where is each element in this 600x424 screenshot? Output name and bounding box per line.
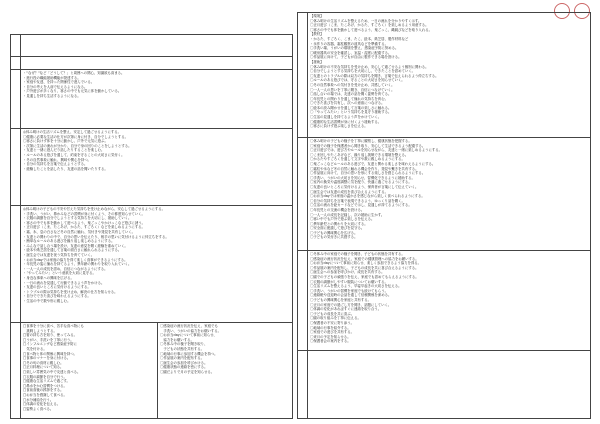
footer-divider: [157, 322, 158, 419]
divider: [297, 350, 591, 351]
children-state-text: ・"なぜ？"など「どうして？」と周囲への関心、知識欲も高まる。 ・進行役の職能援助機能が発達する。 ・家庭や友達、を持った関係性で遊んでいる。 ・自分の考えを人前で伝えるようになる。 ・戸外遊びが多くなり、寒さの中でも元気に体を動かしている。 ・見通しを持ち生活するようになる。: [23, 71, 125, 98]
divider: [297, 137, 591, 138]
divider: [10, 322, 293, 323]
materials-text: 〇休み明けの子どもの様子を丁寧に観察し、健康状態を把握する。 〇家庭での様子を保護者から聞き取り、安心して生活できるよう配慮する。 〇正月遊びでは、遊び方やルールを知らせながら、友達と一緒に楽しめるようにする。 〇こま回しやたこあげなど、繰り返し挑戦できる環境を整える。 〇かるたやすごろくを通して文字や数に親しめるようにする。 〇鬼ごっこなどルールのある遊びで、友達と関わる楽しさを味わえるようにする。 〇霜柱や氷など冬の自然に触れる機会を作り、発見や驚きを共有する。 〇作品展に向けて、自分の思いを形にする楽しさを感じられるようにする。 〇手洗い、うがいの大切さを知らせ、習慣化できるように援助する。 〇室内の換気や温度調整に気を配り、快適に過ごせるようにする。 〇友達の良いところに気付けるよう、保育者が言葉にして伝えていく。 〇誕生会では友達の成長を喜び合えるようにする。 〇お弁当dayでは家庭の温かさを感じながら楽しく食べられるようにする。 〇自分の気持ちを言葉で表現できるよう、ゆっくり話を聞く。 〇生活の流れを絵カードなどで示し、見通しが持てるようにする。 〇年長児との交流の機会を設ける。 〇一人一人の成長を記録し、次の援助に生かす。 〇寒い中でも戸外で遊ぶ楽しさを伝える。 〇異年齢児との関わりを大切にする。 〇安全面に配慮して遊びを見守る。 〇子どもの興味関心を広げる。 〇子どもの気付きに共感する。: [310, 139, 443, 240]
environment-text: 【環境】 〇休み明けの生活リズムを整えるため、一日の流れを分かりやすく示す。 〇正月遊び（こま、たこあげ、かるた、すごろく）を楽しめるよう用意する。 〇寒さの中でも体を動かして遊べるよう、鬼ごっこ、縄跳びなどを取り入れる。 【教材】 ・かるた、すごろく、こま、たこ、絵本、紙芝居、製作材料など ・氷作りの容器、霜柱観察の道具などを準備する。 〇手洗い場、うがいの環境を整え、感染症予防に努める。 〇暖房器具の安全を確認し、室温・湿度に配慮する。 〇作品展に向けて、子どもが自由に製作できる場を設ける。 【援助】 〇休み明けの不安な気持ちを受け止め、安心して過ごせるよう個別に関わる。 〇自分でしようとする気持ちを大切にし、できたことを認めていく。 〇友達とのトラブルの際は双方の気持ちを聞き、言葉で伝えられるよう仲立ちする。 〇ルールのある遊びでは、守ることの大切さを知らせていく。 〇冬の自然事象への気付きを受け止め、共感していく。 〇一人一人の思いを丁寧に聞き、自信につなげていく。 〇話し合いの場では、友達の話を聞く姿勢を育てる。 〇年長児との関わりを通して憧れの気持ちを育む。 〇できた喜びを共有し、次への意欲につなげる。 〇絵本の読み聞かせを通して言葉の楽しさに触れる。 〇「やってみたい」という気持ちを見守り援助する。 〇生活の見通しを持てるよう声をかけていく。 〇健康的な生活習慣が身に付くよう援助する。 〇寒さに負けず遊ぶ楽しさを伝える。: [310, 14, 439, 129]
divider: [297, 250, 591, 251]
evaluation-area: [310, 352, 588, 417]
community-text: 〇感染症の流行状況を伝え、家庭でも 手洗い、うがいの協力をお願いする。 〇お弁当dayについて事前に知らせ、 協力をお願いする。 〇冬休み中の様子を聞き取り、 子どもの状態を共有する。 〇地域の行事に参加する機会を持つ。 〇作品展の案内を配布する。 〇誕生会の参加を呼びかける。 〇健康状態の連絡を密にする。 〇園だよりで月の予定を知らせる。: [160, 324, 222, 374]
left-label-column-divider: [20, 34, 21, 419]
content-text: ◎休み明けの子どもの不安や甘えた気持ちを受け止めながら、安心して過ごせるようにする。 ・手洗い、うがい、鼻かみなどの習慣が身に付くよう、その都度知らせていく。 ・衣服の調節を自分でしようとする気持ちを大切にし、援助していく。 ・寒さの中でも体を動かして遊べるよう、鬼ごっこやかけっこなど遊びに誘う。 ・正月遊び（こま、たこあげ、かるた、すごろく）などを楽しめるようにする。 ・霜、氷、息の白さなど冬の自然に触れ、気付きや発見を共有していく。 ・友達との関わりの中で、自分の思いを伝えたり、相手の思いに気付けるように仲立ちをする。 ・簡単なルールのある遊びを繰り返し楽しめるようにする。 ・みんなで話し合う場を設け、友達の意見を聞く経験を重ねていく。 ・絵本や紙芝居を通して言葉の面白さに触れられるようにする。 ・誕生会では友達を祝う気持ちを育てていく。 ・お弁当dayでは家庭の協力を得て楽しく食事ができるようにする。 ・年長児の姿に憧れを持てるよう、異年齢の関わりを取り入れていく。 ・一人一人の成長を認め、自信につながるようにする。 ・「やってみたい」という意欲を大切に見守る。 ・身近な事象への興味を広げる。 ・一日の流れを見通して行動できるよう声をかける。 ・友達の良いところに気付けるようにする。 ・トラブルの際は気持ちを受け止め、解決の仕方を知らせる。 ・自分でできた喜びを味わえるようにする。 ・生活の中で数や形に親しむ。: [23, 207, 169, 303]
divider: [10, 205, 293, 206]
divider: [10, 69, 293, 70]
family-text: 〇冬休み中の家庭での様子を聞き、子どもの状態を共有する。 〇感染症の流行状況を伝え、家庭での健康管理への協力をお願いする。 〇お弁当dayについて事前に知らせ、楽しく参加できるよう協力を得る。 〇作品展の案内を配布し、子どもの成長を共に喜び合えるようにする。 〇誕生会への参加を呼びかけ、成長を共有する。 〇園での子どもの頑張りを伝え、家庭でも認めてもらえるようにする。 〇衣服の調節がしやすい服装についてお願いする。 〇生活リズムを整えるよう、早寝早起きの大切さを伝える。 〇手洗い、うがいの習慣を家庭でも続けてもらう。 〇連絡帳や送迎時の会話を通して信頼関係を深める。 〇子どもの興味関心を家庭と共有する。 〇正月の家庭での過ごし方を聞き、話題にしていく。 〇体調の変化があればすぐに連絡を取り合う。 〇子どもの成長を共に喜ぶ。 〇園の取り組みを丁寧に伝える。 〇保護者の不安に寄り添う。 〇地域の行事を紹介する。 〇家庭での遊びを共有する。 〇来月の予定を知らせる。 〇保護者会の案内をする。: [310, 252, 422, 344]
aims-text: ◎休み明けの生活リズムを整え、安定して過ごせるようにする。 〇健康に必要な生活の仕方が次第に身に付き、自分でしようとする。 〇寒さに負けず体を十分に動かし、戸外で元気に遊ぶ。 ・次第に生活の流れが分かり、自分で身の回りのことをしようとする。 ・友達と一緒に遊んだり話したりすることを楽しむ。 ・ルールのある遊びを通して、約束を守ることの大切さに気付く。 ・冬の自然事象に触れ、興味や関心を持つ。 ・自分の気持ちを言葉で伝えようとする。 ・経験したことを話したり、友達の話を聞いたりする。: [23, 130, 132, 171]
food-health-text: □食事を十分に食べ、苦手な食べ物にも 挑戦しようとする。 □箸の持ち方を知り、使ってみる。 □うがい、手洗いを丁寧に行う。 □インフルエンザなど感染症予防に 気を付ける。 □食べ物と体の関係に興味を持つ。 □食事のマナーを身に付ける。 □冬の旬の食材に親しむ。 □正月料理について知る。 □楽しい雰囲気の中で友達と食べる。 □衣服の調節を自分で行う。 □健康な生活リズムで過ごす。 □鼻水をかむ習慣をつける。 □食前食後の挨拶をする。 □お弁当を感謝して食べる。 □水分補給を行う。 □体調の変化を伝える。 □姿勢よく食べる。: [23, 324, 84, 411]
divider: [10, 128, 293, 129]
divider: [10, 56, 293, 57]
right-label-column-divider: [307, 12, 308, 419]
